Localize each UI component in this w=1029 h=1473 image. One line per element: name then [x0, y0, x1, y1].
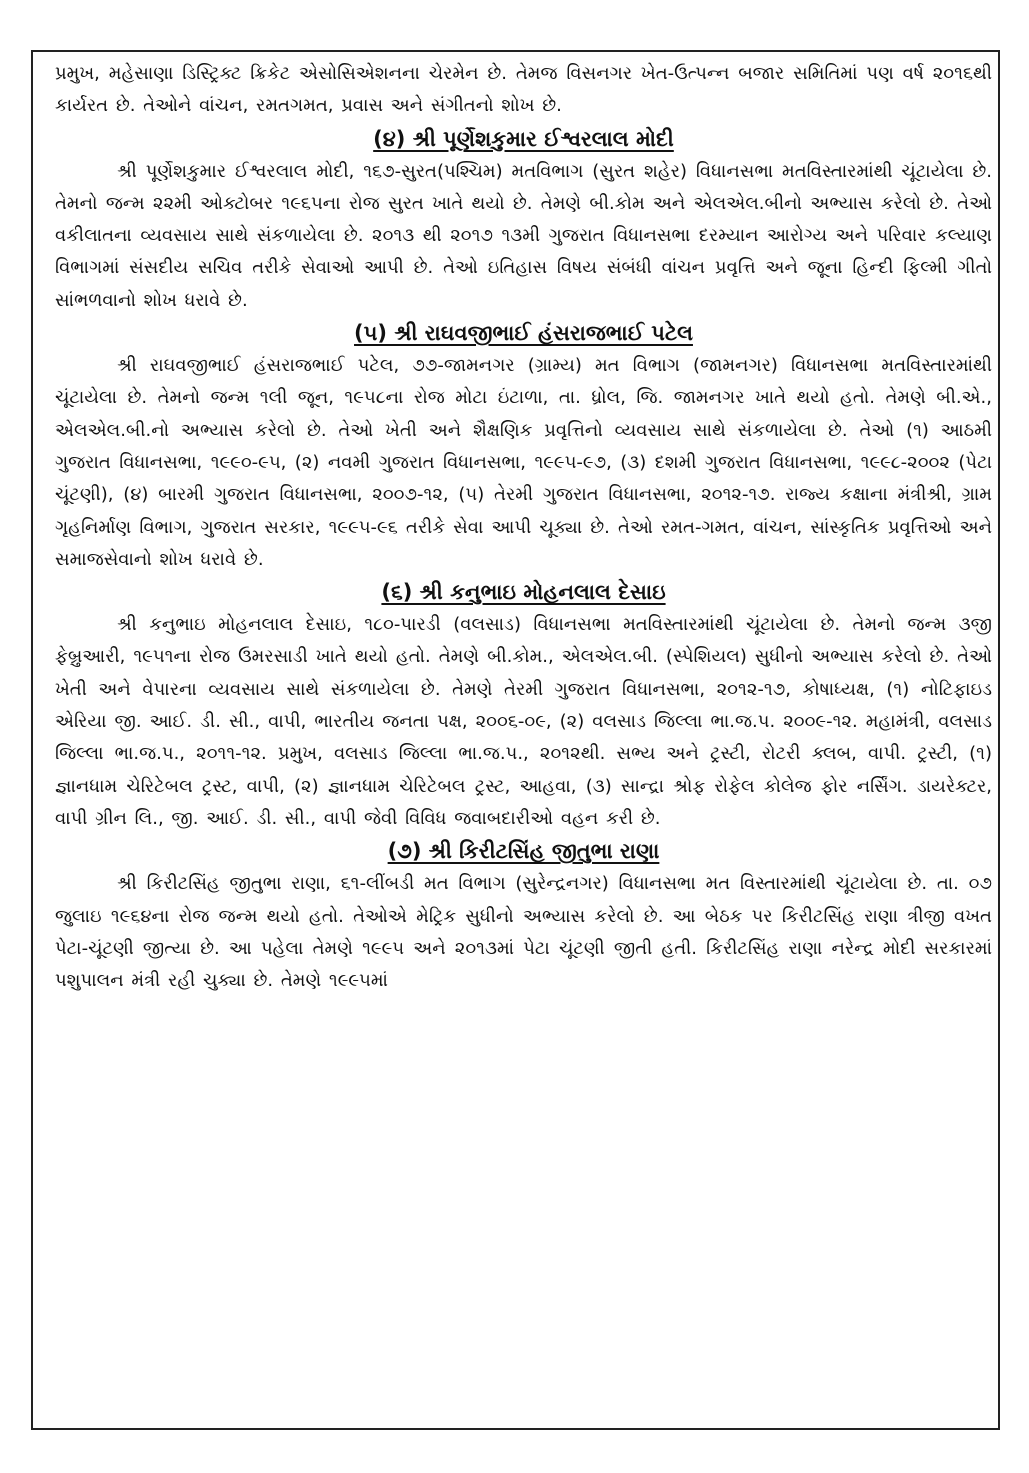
section-body-4: શ્રી પૂર્ણેશકુમાર ઈશ્વરલાલ મોદી, ૧૬૭-સુરત(પશ્ચિમ) મતવિભાગ (સુરત શહેર) વિધાનસભા મતવિસ્તારમાંથી ચૂંટાયેલા છે. તેમનો જન્મ ૨૨મી ઓક્ટોબર ૧૯૬૫ના રોજ સુરત ખાતે થયો છે. તેમણે બી.કોમ અને એલએલ.બીનો અભ્યાસ કરેલો છે. તેઓ વકીલાતના વ્યવસાય સાથે સંકળાયેલા છે. ૨૦૧૩ થી ૨૦૧૭ ૧૩મી ગુજરાત વિધાનસભા દરમ્યાન આરોગ્ય અને પરિવાર કલ્યાણ વિભાગમાં સંસદીય સચિવ તરીકે સેવાઓ આપી છે. તેઓ ઇતિહાસ વિષય સંબંધી વાંચન પ્રવૃત્તિ અને જૂના હિન્દી ફિલ્મી ગીતો સાંભળવાનો શોખ ધરાવે છે. — [55, 160, 992, 311]
section-body-7: શ્રી કિરીટસિંહ જીતુભા રાણા, ૬૧-લીંબડી મત વિભાગ (સુરેન્દ્રનગર) વિધાનસભા મત વિસ્તારમાંથી ચૂંટાયેલા છે. તા. ૦૭ જુલાઇ ૧૯૬૪ના રોજ જન્મ થયો હતો. તેઓએ મેટ્રિક સુધીનો અભ્યાસ કરેલો છે. આ બેઠક પર કિરીટસિંહ રાણા ત્રીજી વખત પેટા-ચૂંટણી જીત્યા છે. આ પહેલા તેમણે ૧૯૯૫ અને ૨૦૧૩માં પેટા ચૂંટણી જીતી હતી. કિરીટસિંહ રાણા નરેન્દ્ર મોદી સરકારમાં પશુપાલન મંત્રી રહી ચુક્યા છે. તેમણે ૧૯૯૫માં — [55, 873, 992, 992]
intro-paragraph: પ્રમુખ, મહેસાણા ડિસ્ટ્રિક્ટ ક્રિકેટ એસોસિએશનના ચેરમેન છે. તેમજ વિસનગર ખેત-ઉત્પન્ન બજાર સમિતિમાં પણ વર્ષ ૨૦૧૬થી કાર્યરત છે. તેઓને વાંચન, રમતગમત, પ્રવાસ અને સંગીતનો શોખ છે. — [55, 63, 992, 117]
section-heading-6 — [55, 576, 992, 609]
section-heading-4 — [55, 123, 992, 156]
section-heading-7 — [55, 835, 992, 868]
section-heading-7-text: (૭) શ્રી કિરીટસિંહ જીતુભા રાણા — [387, 839, 660, 864]
page-frame — [31, 50, 1000, 1430]
section-body-5: શ્રી રાઘવજીભાઈ હંસરાજભાઈ પટેલ, ૭૭-જામનગર (ગ્રામ્ય) મત વિભાગ (જામનગર) વિધાનસભા મતવિસ્તારમાંથી ચૂંટાયેલા છે. તેમનો જન્મ ૧લી જૂન, ૧૯૫૮ના રોજ મોટા ઇંટાળા, તા. ધ્રોલ, જિ. જામનગર ખાતે થયો હતો. તેમણે બી.એ., એલએલ.બી.નો અભ્યાસ કરેલો છે. તેઓ ખેતી અને શૈક્ષણિક પ્રવૃત્તિનો વ્યવસાય સાથે સંકળાયેલા છે. તેઓ (૧) આઠમી ગુજરાત વિધાનસભા, ૧૯૯૦-૯૫, (૨) નવમી ગુજરાત વિધાનસભા, ૧૯૯૫-૯૭, (૩) દશમી ગુજરાત વિધાનસભા, ૧૯૯૮-૨૦૦૨ (પેટા ચૂંટણી), (૪) બારમી ગુજરાત વિધાનસભા, ૨૦૦૭-૧૨, (૫) તેરમી ગુજરાત વિધાનસભા, ૨૦૧૨-૧૭. રાજ્ય કક્ષાના મંત્રીશ્રી, ગ્રામ ગૃહનિર્માણ વિભાગ, ગુજરાત સરકાર, ૧૯૯૫-૯૬ તરીકે સેવા આપી ચૂક્યા છે. તેઓ રમત-ગમત, વાંચન, સાંસ્કૃતિક પ્રવૃત્તિઓ અને સમાજસેવાનો શોખ ધરાવે છે. — [55, 355, 992, 570]
section-heading-5 — [55, 317, 992, 350]
section-body-6: શ્રી કનુભાઇ મોહનલાલ દેસાઇ, ૧૮૦-પારડી (વલસાડ) વિધાનસભા મતવિસ્તારમાંથી ચૂંટાયેલા છે. તેમનો જન્મ ૩જી ફેબ્રુઆરી, ૧૯૫૧ના રોજ ઉમરસાડી ખાતે થયો હતો. તેમણે બી.કોમ., એલએલ.બી. (સ્પેશિયલ) સુધીનો અભ્યાસ કરેલો છે. તેઓ ખેતી અને વેપારના વ્યવસાય સાથે સંકળાયેલા છે. તેમણે તેરમી ગુજરાત વિધાનસભા, ૨૦૧૨-૧૭, કોષાધ્યક્ષ, (૧) નોટિફાઇડ એરિયા જી. આઈ. ડી. સી., વાપી, ભારતીય જનતા પક્ષ, ૨૦૦૬-૦૯, (૨) વલસાડ જિલ્લા ભા.જ.પ. ૨૦૦૯-૧૨. મહામંત્રી, વલસાડ જિલ્લા ભા.જ.પ., ૨૦૧૧-૧૨. પ્રમુખ, વલસાડ જિલ્લા ભા.જ.પ., ૨૦૧૨થી. સભ્ય અને ટ્રસ્ટી, રોટરી ક્લબ, વાપી. ટ્રસ્ટી, (૧) જ્ઞાનધામ ચેરિટેબલ ટ્રસ્ટ, વાપી, (૨) જ્ઞાનધામ ચેરિટેબલ ટ્રસ્ટ, આહવા, (૩) સાન્દ્રા શ્રોફ રોફેલ કોલેજ ફોર નર્સિંગ. ડાયરેક્ટર, વાપી ગ્રીન લિ., જી. આઈ. ડી. સી., વાપી જેવી વિવિધ જવાબદારીઓ વહન કરી છે. — [55, 614, 992, 829]
section-heading-6-text: (૬) શ્રી કનુભાઇ મોહનલાલ દેસાઇ — [381, 580, 666, 605]
section-heading-4-text: (૪) શ્રી પૂર્ણેશકુમાર ઈશ્વરલાલ મોદી — [373, 126, 674, 151]
document-content — [55, 58, 992, 997]
section-heading-5-text: (૫) શ્રી રાઘવજીભાઈ હંસરાજભાઈ પટેલ — [354, 321, 693, 346]
